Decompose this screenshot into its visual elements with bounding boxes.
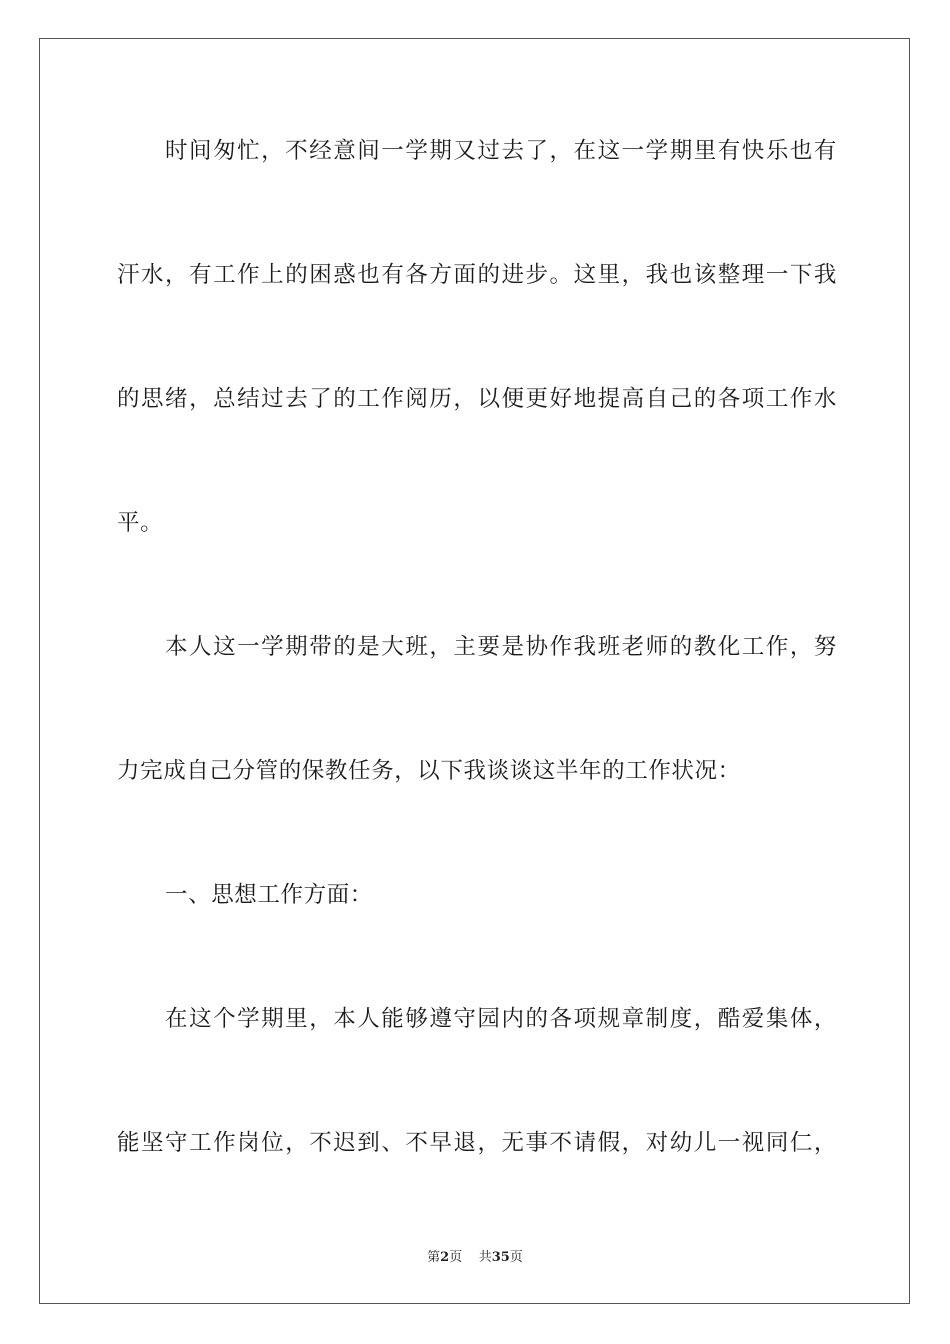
total-label-suffix: 页 — [509, 1250, 523, 1265]
total-pages: 35 — [491, 1250, 510, 1265]
paragraph-line: 平。 — [117, 510, 164, 536]
paragraph-line: 本人这一学期带的是大班，主要是协作我班老师的教化工作，努 — [165, 634, 837, 660]
paragraph-line: 在这个学期里，本人能够遵守园内的各项规章制度，酷爱集体， — [165, 1006, 837, 1032]
paragraph-line: 时间匆忙，不经意间一学期又过去了，在这一学期里有快乐也有 — [165, 138, 837, 164]
page-number: 2 — [440, 1250, 450, 1265]
document-body — [117, 110, 837, 1226]
total-label-prefix: 共 — [478, 1250, 492, 1265]
paragraph-line: 汗水，有工作上的困惑也有各方面的进步。这里，我也该整理一下我 — [117, 262, 837, 288]
paragraph-line: 力完成自己分管的保教任务，以下我谈谈这半年的工作状况： — [117, 758, 741, 784]
page-label-suffix: 页 — [449, 1250, 463, 1265]
page-label-prefix: 第 — [427, 1250, 441, 1265]
section-heading: 一、思想工作方面： — [165, 882, 373, 908]
page-footer — [0, 1246, 950, 1265]
paragraph-line: 能坚守工作岗位，不迟到、不早退，无事不请假，对幼儿一视同仁， — [117, 1130, 837, 1156]
paragraph-line: 的思绪，总结过去了的工作阅历，以便更好地提高自己的各项工作水 — [117, 386, 837, 412]
